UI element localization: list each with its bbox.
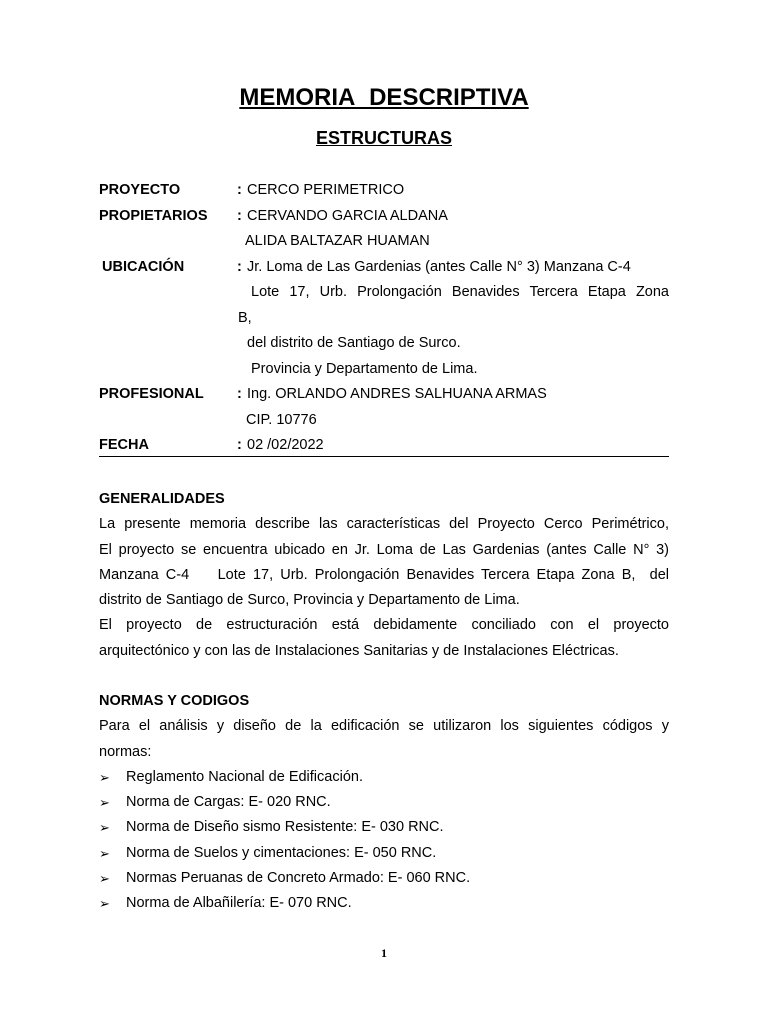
info-row-ubicacion-cont (99, 361, 669, 387)
info-colon: : (237, 437, 242, 453)
info-label-profesional: PROFESIONAL (99, 386, 204, 402)
generalidades-line: arquitectónico y con las de Instalaciones Sanitarias y de Instalaciones Eléctricas. (99, 642, 619, 659)
list-item (99, 841, 669, 866)
arrow-bullet-icon: ➢ (99, 795, 110, 811)
info-colon: : (237, 207, 242, 224)
info-value-cip: CIP. 10776 (246, 411, 317, 428)
list-item (99, 866, 669, 891)
arrow-bullet-icon: ➢ (99, 845, 110, 861)
section-normas (99, 689, 669, 917)
document-title: MEMORIA DESCRIPTIVA (239, 84, 529, 111)
heading-generalidades: GENERALIDADES (99, 491, 225, 507)
info-row-fecha (99, 437, 669, 463)
normas-intro-line: Para el análisis y diseño de la edificación se utilizaron los siguientes códigos y (99, 718, 669, 735)
generalidades-line: El proyecto de estructuración está debidamente conciliado con el proyecto (99, 617, 669, 634)
normas-intro-line: normas: (99, 743, 152, 760)
arrow-bullet-icon: ➢ (99, 820, 110, 836)
info-label-fecha: FECHA (99, 437, 149, 453)
project-info-block (99, 182, 669, 463)
info-row-propietarios-cont (99, 233, 669, 259)
norma-item-text: Norma de Diseño sismo Resistente: E- 030 RNC. (126, 819, 444, 836)
norma-item-text: Norma de Cargas: E- 020 RNC. (126, 794, 331, 811)
info-label-proyecto: PROYECTO (99, 182, 181, 198)
info-value-ubicacion-line-5: Provincia y Departamento de Lima. (251, 360, 478, 377)
heading-normas: NORMAS Y CODIGOS (99, 693, 250, 709)
info-row-ubicacion (99, 259, 669, 285)
info-value-propietario-2: ALIDA BALTAZAR HUAMAN (245, 233, 430, 249)
normas-list (99, 765, 669, 917)
info-value-ubicacion-line-3: B, (238, 309, 252, 326)
info-label-ubicacion: UBICACIÓN (102, 258, 185, 275)
info-colon: : (237, 258, 242, 275)
document-subtitle: ESTRUCTURAS (315, 128, 452, 148)
info-value-proyecto: CERCO PERIMETRICO (247, 182, 405, 198)
norma-item-text: Normas Peruanas de Concreto Armado: E- 060 RNC. (126, 870, 471, 887)
norma-item-text: Norma de Suelos y cimentaciones: E- 050 RNC. (126, 844, 437, 861)
arrow-bullet-icon: ➢ (99, 896, 110, 912)
info-row-ubicacion-cont (99, 284, 669, 310)
section-generalidades (99, 487, 669, 664)
info-label-propietarios: PROPIETARIOS (99, 207, 208, 224)
generalidades-line: La presente memoria describe las características del Proyecto Cerco Perimétrico, (99, 516, 669, 533)
info-value-profesional: Ing. ORLANDO ANDRES SALHUANA ARMAS (247, 386, 547, 402)
norma-item-text: Reglamento Nacional de Edificación. (126, 768, 363, 785)
list-item (99, 891, 669, 916)
info-value-fecha: 02 /02/2022 (247, 437, 324, 453)
list-item (99, 765, 669, 790)
info-divider (99, 456, 669, 457)
norma-item-text: Norma de Albañilería: E- 070 RNC. (126, 895, 352, 912)
page-number: 1 (381, 946, 387, 960)
arrow-bullet-icon: ➢ (99, 871, 110, 887)
info-row-profesional (99, 386, 669, 412)
list-item (99, 815, 669, 840)
info-colon: : (237, 182, 242, 198)
info-row-proyecto (99, 182, 669, 208)
list-item (99, 790, 669, 815)
info-value-ubicacion-line-1: Jr. Loma de Las Gardenias (antes Calle N° 3) Manzana C-4 (247, 258, 631, 275)
generalidades-line: distrito de Santiago de Surco, Provincia y Departamento de Lima. (99, 592, 520, 609)
generalidades-line: Manzana C-4 Lote 17, Urb. Prolongación Benavides Tercera Etapa Zona B, del (99, 566, 669, 583)
info-value-propietario-1: CERVANDO GARCIA ALDANA (247, 207, 448, 224)
info-colon: : (237, 386, 242, 402)
info-value-ubicacion-line-2: Lote 17, Urb. Prolongación Benavides Tercera Etapa Zona (251, 284, 669, 300)
arrow-bullet-icon: ➢ (99, 769, 110, 785)
info-row-profesional-cont (99, 412, 669, 438)
info-row-ubicacion-cont (99, 310, 669, 336)
generalidades-line: El proyecto se encuentra ubicado en Jr. Loma de Las Gardenias (antes Calle N° 3) (99, 541, 669, 558)
info-value-ubicacion-line-4: del distrito de Santiago de Surco. (247, 335, 461, 351)
info-row-ubicacion-cont (99, 335, 669, 361)
info-row-propietarios (99, 208, 669, 234)
